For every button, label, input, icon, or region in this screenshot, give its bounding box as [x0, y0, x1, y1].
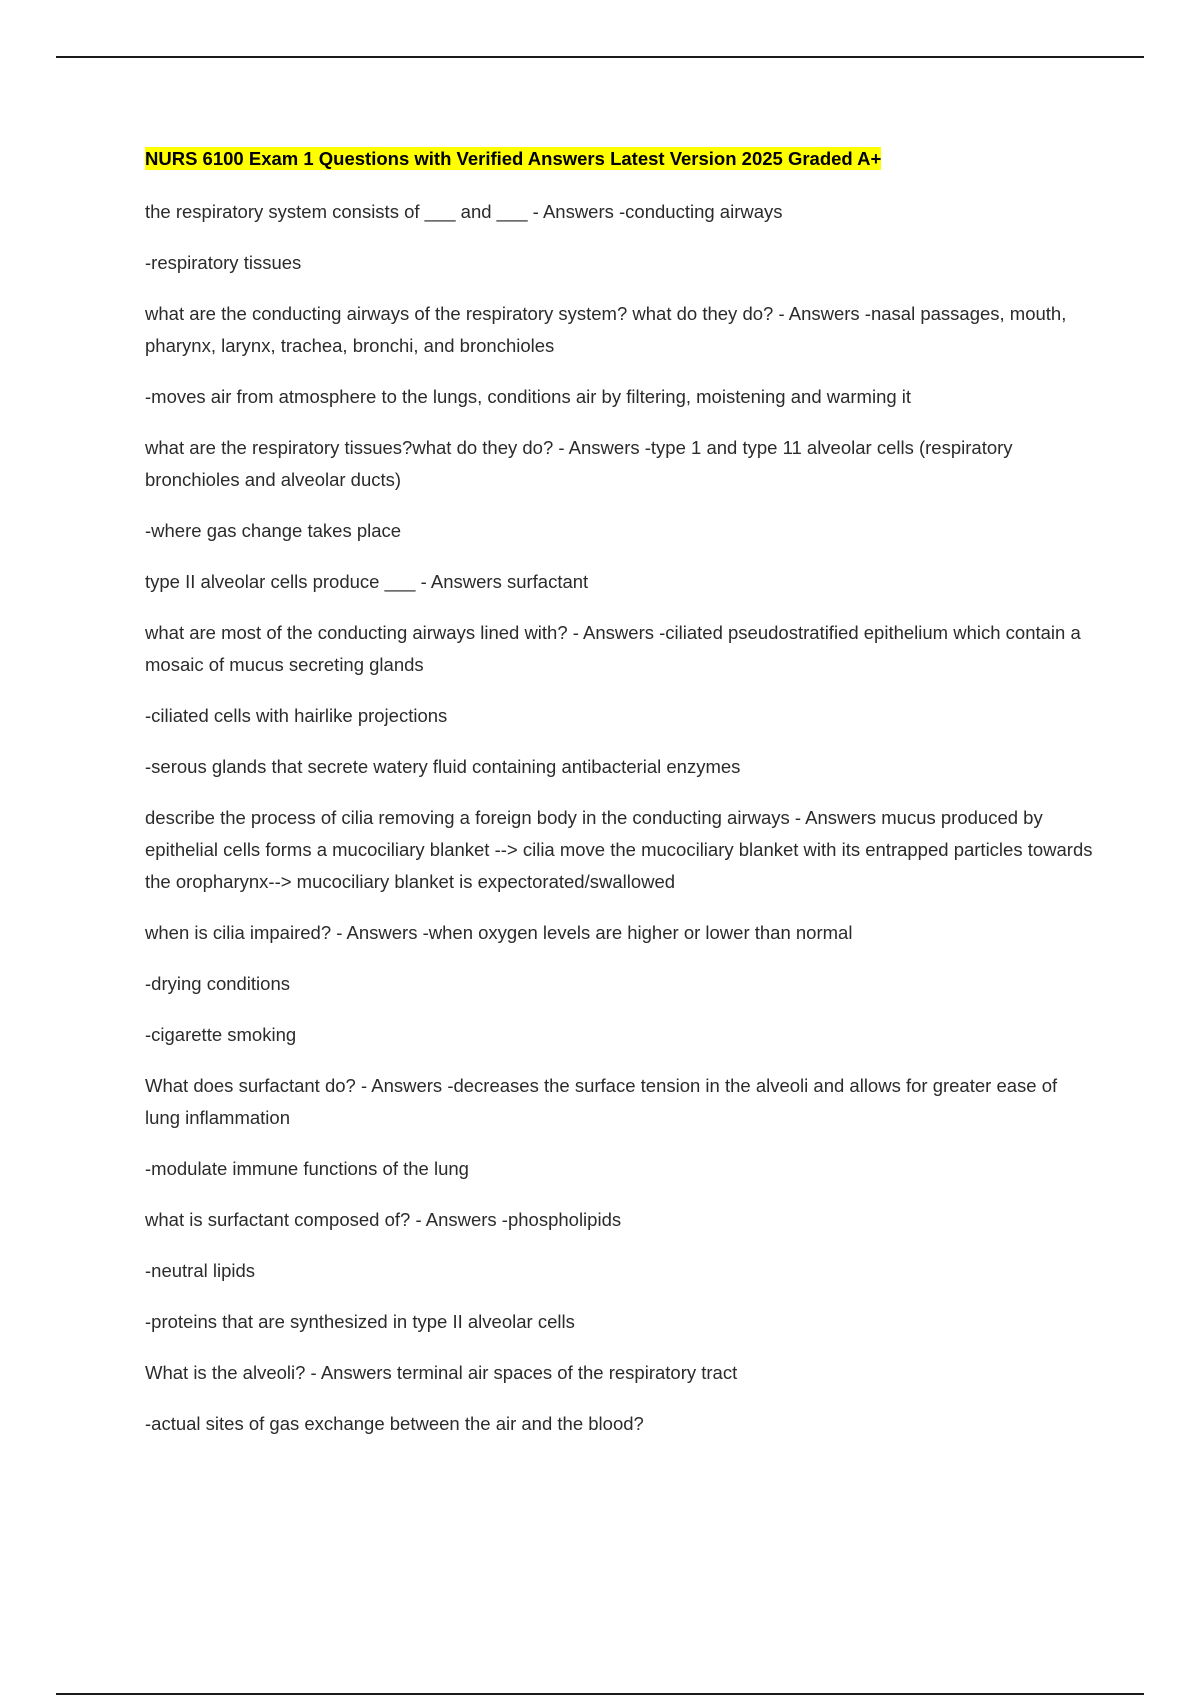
qa-entry: -cigarette smoking: [145, 1024, 297, 1045]
qa-entry: -proteins that are synthesized in type II alveolar cells: [145, 1311, 575, 1332]
qa-entry: What is the alveoli? - Answers terminal air spaces of the respiratory tract: [145, 1362, 738, 1383]
header-rule: [56, 56, 1144, 58]
qa-entry: when is cilia impaired? - Answers -when oxygen levels are higher or lower than normal: [145, 922, 853, 943]
qa-entry: -neutral lipids: [145, 1260, 256, 1281]
qa-entry: what are the conducting airways of the respiratory system? what do they do? - Answers -nasal passages, mouth, pharynx, larynx, trachea, bronchi, and bronchioles: [145, 303, 1067, 356]
document-title: NURS 6100 Exam 1 Questions with Verified Answers Latest Version 2025 Graded A+: [145, 148, 882, 169]
qa-entry: the respiratory system consists of ___ and ___ - Answers -conducting airways: [145, 201, 783, 222]
qa-entry: What does surfactant do? - Answers -decreases the surface tension in the alveoli and allows for greater ease of lung inflammation: [145, 1075, 1058, 1128]
footer-rule: [56, 1693, 1144, 1695]
qa-entry: -where gas change takes place: [145, 520, 402, 541]
qa-entry: type II alveolar cells produce ___ - Answers surfactant: [145, 571, 589, 592]
qa-entry: -serous glands that secrete watery fluid containing antibacterial enzymes: [145, 756, 741, 777]
qa-entry: what is surfactant composed of? - Answers -phospholipids: [145, 1209, 622, 1230]
qa-entry: -moves air from atmosphere to the lungs, conditions air by filtering, moistening and warming it: [145, 386, 912, 407]
document-body: [145, 142, 1095, 1459]
qa-entry: -modulate immune functions of the lung: [145, 1158, 469, 1179]
qa-entry: what are most of the conducting airways lined with? - Answers -ciliated pseudostratified epithelium which contain a mosaic of mucus secreting glands: [145, 622, 1081, 675]
qa-entry: -drying conditions: [145, 973, 290, 994]
qa-entry: describe the process of cilia removing a foreign body in the conducting airways - Answers mucus produced by epithelial cells forms a mucociliary blanket --> cilia move the mucociliary blanket with its entrapped particles towards the oropharynx--> mucociliary blanket is expectorated/swallowed: [145, 807, 1093, 892]
title-line: [145, 142, 1095, 176]
qa-entry: -ciliated cells with hairlike projections: [145, 705, 448, 726]
qa-entry: what are the respiratory tissues?what do they do? - Answers -type 1 and type 11 alveolar cells (respiratory bronchioles and alveolar ducts): [145, 437, 1013, 490]
qa-entry: -actual sites of gas exchange between the air and the blood?: [145, 1413, 644, 1434]
qa-entry: -respiratory tissues: [145, 252, 302, 273]
